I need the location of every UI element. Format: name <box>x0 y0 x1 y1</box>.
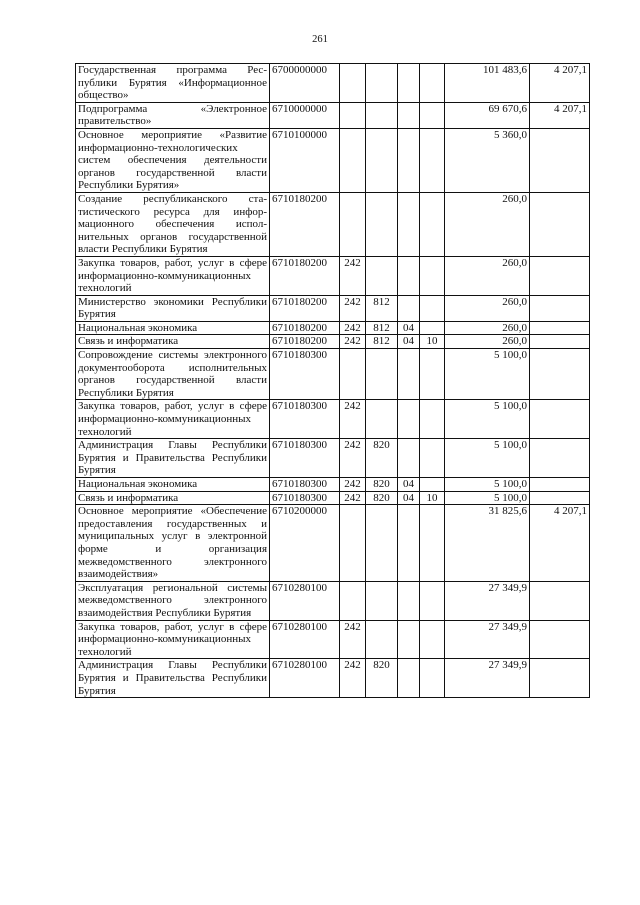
row-sum1-cell: 5 100,0 <box>445 400 530 439</box>
row-rz-cell <box>398 659 420 698</box>
table-row <box>76 349 590 400</box>
row-vr-cell <box>340 102 366 128</box>
row-sum1-cell: 5 100,0 <box>445 478 530 492</box>
table-row <box>76 192 590 256</box>
row-rz-cell <box>398 439 420 478</box>
row-rz-cell: 04 <box>398 478 420 492</box>
table-row <box>76 321 590 335</box>
row-grbs-cell <box>366 505 398 582</box>
row-pr-cell <box>420 505 445 582</box>
row-name-cell: Министерство экономики Республики Бурятия <box>76 295 270 321</box>
row-rz-cell <box>398 128 420 192</box>
table-row <box>76 335 590 349</box>
row-sum1-cell: 27 349,9 <box>445 581 530 620</box>
row-vr-cell: 242 <box>340 659 366 698</box>
row-pr-cell: 10 <box>420 491 445 505</box>
row-sum2-cell <box>530 659 590 698</box>
row-grbs-cell <box>366 102 398 128</box>
row-pr-cell <box>420 439 445 478</box>
row-rz-cell <box>398 295 420 321</box>
row-sum1-cell: 31 825,6 <box>445 505 530 582</box>
row-grbs-cell <box>366 349 398 400</box>
row-sum1-cell: 5 100,0 <box>445 491 530 505</box>
row-grbs-cell <box>366 620 398 659</box>
row-code-cell: 6710180200 <box>270 335 340 349</box>
row-name-cell: Создание республиканского статистического ресурса для информационного обеспечения исполнительных органов государственной власти Республики Бурятия <box>76 192 270 256</box>
row-sum1-cell: 27 349,9 <box>445 620 530 659</box>
row-sum2-cell <box>530 439 590 478</box>
row-code-cell: 6710280100 <box>270 620 340 659</box>
row-vr-cell: 242 <box>340 620 366 659</box>
row-sum2-cell <box>530 581 590 620</box>
row-grbs-cell: 812 <box>366 321 398 335</box>
row-code-cell: 6710180300 <box>270 491 340 505</box>
row-code-cell: 6700000000 <box>270 64 340 103</box>
row-sum1-cell: 260,0 <box>445 321 530 335</box>
row-pr-cell <box>420 295 445 321</box>
row-pr-cell <box>420 659 445 698</box>
row-sum1-cell: 260,0 <box>445 256 530 295</box>
row-name-cell: Связь и информатика <box>76 491 270 505</box>
row-vr-cell <box>340 505 366 582</box>
row-grbs-cell: 820 <box>366 478 398 492</box>
table-row <box>76 505 590 582</box>
table-row <box>76 128 590 192</box>
table-row <box>76 478 590 492</box>
table-row <box>76 256 590 295</box>
row-rz-cell: 04 <box>398 321 420 335</box>
row-sum2-cell <box>530 295 590 321</box>
page-number: 261 <box>312 34 328 45</box>
row-rz-cell: 04 <box>398 491 420 505</box>
row-code-cell: 6710180300 <box>270 478 340 492</box>
row-grbs-cell <box>366 128 398 192</box>
row-name-cell: Основное мероприятие «Обеспечение предоставления государственных и муниципальных услуг в электронной форме и организация межведомственного электронного взаимодействия» <box>76 505 270 582</box>
row-sum2-cell <box>530 349 590 400</box>
row-vr-cell: 242 <box>340 439 366 478</box>
row-vr-cell: 242 <box>340 321 366 335</box>
table-body <box>76 64 590 698</box>
row-sum1-cell: 5 100,0 <box>445 349 530 400</box>
row-grbs-cell <box>366 64 398 103</box>
row-sum2-cell <box>530 256 590 295</box>
row-code-cell: 6710180200 <box>270 256 340 295</box>
row-sum2-cell: 4 207,1 <box>530 64 590 103</box>
row-sum2-cell <box>530 478 590 492</box>
row-sum2-cell <box>530 620 590 659</box>
row-name-cell: Администрация Главы Республики Бурятия и Правительства Республики Бурятия <box>76 439 270 478</box>
row-grbs-cell: 820 <box>366 439 398 478</box>
row-sum2-cell: 4 207,1 <box>530 102 590 128</box>
row-code-cell: 6710180300 <box>270 439 340 478</box>
row-pr-cell <box>420 102 445 128</box>
row-name-cell: Связь и информатика <box>76 335 270 349</box>
row-grbs-cell: 820 <box>366 659 398 698</box>
row-code-cell: 6710280100 <box>270 581 340 620</box>
row-sum2-cell <box>530 128 590 192</box>
row-rz-cell <box>398 505 420 582</box>
row-name-cell: Подпрограмма «Электронное правительство» <box>76 102 270 128</box>
row-name-cell: Сопровождение системы электронного документооборота исполнительных органов государственной власти Республики Бурятия <box>76 349 270 400</box>
row-vr-cell: 242 <box>340 478 366 492</box>
row-vr-cell: 242 <box>340 335 366 349</box>
row-vr-cell: 242 <box>340 400 366 439</box>
table-row <box>76 439 590 478</box>
row-rz-cell <box>398 620 420 659</box>
row-grbs-cell <box>366 256 398 295</box>
row-sum2-cell: 4 207,1 <box>530 505 590 582</box>
row-pr-cell <box>420 128 445 192</box>
row-grbs-cell <box>366 581 398 620</box>
row-vr-cell <box>340 581 366 620</box>
row-sum1-cell: 69 670,6 <box>445 102 530 128</box>
row-code-cell: 6710180200 <box>270 321 340 335</box>
row-rz-cell <box>398 581 420 620</box>
row-vr-cell <box>340 64 366 103</box>
row-code-cell: 6710180300 <box>270 400 340 439</box>
table-row <box>76 64 590 103</box>
table-row <box>76 295 590 321</box>
row-name-cell: Закупка товаров, работ, услуг в сфере информационно-коммуникационных технологий <box>76 256 270 295</box>
row-name-cell: Основное мероприятие «Развитие информационно-технологических систем обеспечения деятельности органов государственной власти Республики Бурятия» <box>76 128 270 192</box>
row-vr-cell: 242 <box>340 256 366 295</box>
row-rz-cell <box>398 64 420 103</box>
row-sum2-cell <box>530 400 590 439</box>
row-code-cell: 6710180300 <box>270 349 340 400</box>
row-rz-cell <box>398 400 420 439</box>
row-grbs-cell: 812 <box>366 335 398 349</box>
row-pr-cell <box>420 192 445 256</box>
row-pr-cell <box>420 478 445 492</box>
row-vr-cell: 242 <box>340 295 366 321</box>
row-rz-cell <box>398 102 420 128</box>
row-name-cell: Закупка товаров, работ, услуг в сфере информационно-коммуникационных технологий <box>76 620 270 659</box>
row-pr-cell: 10 <box>420 335 445 349</box>
table-row <box>76 620 590 659</box>
row-name-cell: Администрация Главы Республики Бурятия и Правительства Республики Бурятия <box>76 659 270 698</box>
row-rz-cell <box>398 256 420 295</box>
row-name-cell: Национальная экономика <box>76 478 270 492</box>
row-vr-cell <box>340 128 366 192</box>
table-row <box>76 400 590 439</box>
row-pr-cell <box>420 64 445 103</box>
row-pr-cell <box>420 400 445 439</box>
row-name-cell: Национальная экономика <box>76 321 270 335</box>
row-vr-cell <box>340 192 366 256</box>
row-pr-cell <box>420 321 445 335</box>
row-code-cell: 6710200000 <box>270 505 340 582</box>
row-code-cell: 6710280100 <box>270 659 340 698</box>
row-sum1-cell: 101 483,6 <box>445 64 530 103</box>
row-pr-cell <box>420 349 445 400</box>
row-sum2-cell <box>530 491 590 505</box>
row-sum2-cell <box>530 321 590 335</box>
table-row <box>76 581 590 620</box>
row-sum2-cell <box>530 335 590 349</box>
row-grbs-cell <box>366 192 398 256</box>
row-grbs-cell <box>366 400 398 439</box>
budget-table <box>75 63 590 698</box>
row-sum1-cell: 260,0 <box>445 295 530 321</box>
row-name-cell: Эксплуатация региональной системы межведомственного электронного взаимодействия Республики Бурятия <box>76 581 270 620</box>
row-sum1-cell: 5 100,0 <box>445 439 530 478</box>
row-code-cell: 6710180200 <box>270 295 340 321</box>
row-rz-cell <box>398 192 420 256</box>
row-sum1-cell: 260,0 <box>445 335 530 349</box>
row-grbs-cell: 820 <box>366 491 398 505</box>
table-row <box>76 491 590 505</box>
row-rz-cell: 04 <box>398 335 420 349</box>
table-row <box>76 659 590 698</box>
row-code-cell: 6710180200 <box>270 192 340 256</box>
row-pr-cell <box>420 256 445 295</box>
row-grbs-cell: 812 <box>366 295 398 321</box>
table-row <box>76 102 590 128</box>
row-pr-cell <box>420 581 445 620</box>
row-vr-cell: 242 <box>340 491 366 505</box>
row-sum1-cell: 260,0 <box>445 192 530 256</box>
row-sum2-cell <box>530 192 590 256</box>
row-rz-cell <box>398 349 420 400</box>
row-vr-cell <box>340 349 366 400</box>
row-sum1-cell: 5 360,0 <box>445 128 530 192</box>
row-code-cell: 6710100000 <box>270 128 340 192</box>
row-code-cell: 6710000000 <box>270 102 340 128</box>
row-pr-cell <box>420 620 445 659</box>
row-name-cell: Государственная программа Республики Бурятия «Информационное общество» <box>76 64 270 103</box>
row-name-cell: Закупка товаров, работ, услуг в сфере информационно-коммуникационных технологий <box>76 400 270 439</box>
row-sum1-cell: 27 349,9 <box>445 659 530 698</box>
